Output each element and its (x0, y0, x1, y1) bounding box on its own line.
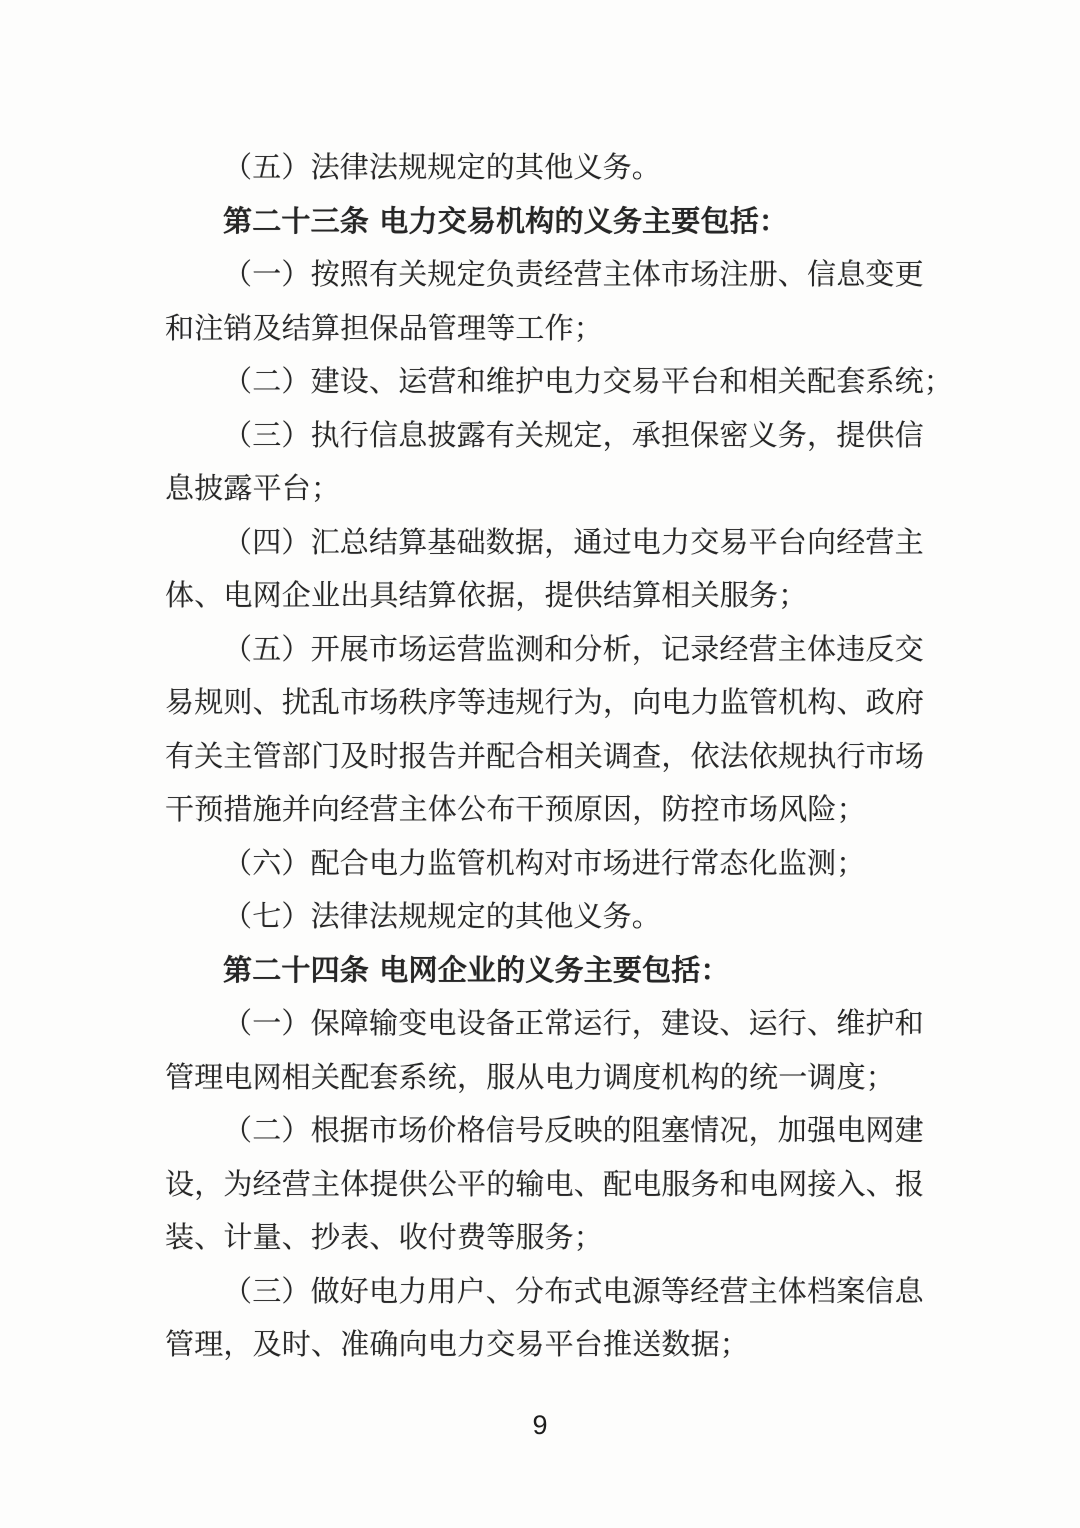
document-line: 和注销及结算担保品管理等工作； (165, 310, 604, 345)
document-line: （七）法律法规规定的其他义务。 (223, 899, 662, 933)
document-line: （一）保障输变电设备正常运行，建设、运行、维护和 (223, 1006, 924, 1040)
document-line: 易规则、扰乱市场秩序等违规行为，向电力监管机构、政府 (165, 685, 925, 719)
document-line: （五）开展市场运营监测和分析，记录经营主体违反交 (223, 631, 924, 666)
document-body (165, 141, 954, 1372)
document-line: 有关主管部门及时报告并配合相关调查，依法依规执行市场 (165, 738, 925, 773)
document-line: （一）按照有关规定负责经营主体市场注册、信息变更 (223, 257, 924, 291)
document-line: （三）做好电力用户、分布式电源等经营主体档案信息 (223, 1273, 924, 1308)
document-line: （二）建设、运营和维护电力交易平台和相关配套系统； (223, 364, 954, 398)
document-line: 干预措施并向经营主体公布干预原因，防控市场风险； (165, 792, 866, 826)
document-line: （五）法律法规规定的其他义务。 (223, 150, 662, 184)
document-line: （四）汇总结算基础数据，通过电力交易平台向经营主 (223, 524, 924, 559)
document-line: 设，为经营主体提供公平的输电、配电服务和电网接入、报 (165, 1166, 925, 1201)
document-line-article-23-heading: 第二十三条 电力交易机构的义务主要包括： (223, 203, 789, 238)
document-line: （三）执行信息披露有关规定，承担保密义务，提供信 (223, 417, 924, 452)
document-line: 息披露平台； (165, 471, 341, 505)
page-number: 9 (532, 1410, 548, 1440)
document-line: 管理电网相关配套系统，服从电力调度机构的统一调度； (165, 1059, 896, 1094)
document-line: 装、计量、抄表、收付费等服务； (165, 1220, 604, 1254)
document-line: 管理，及时、准确向电力交易平台推送数据； (165, 1327, 750, 1361)
document-line: 体、电网企业出具结算依据，提供结算相关服务； (165, 578, 808, 612)
document-line: （二）根据市场价格信号反映的阻塞情况，加强电网建 (223, 1113, 924, 1147)
document-line: （六）配合电力监管机构对市场进行常态化监测； (223, 845, 866, 880)
document-line-article-24-heading: 第二十四条 电网企业的义务主要包括： (223, 952, 730, 987)
